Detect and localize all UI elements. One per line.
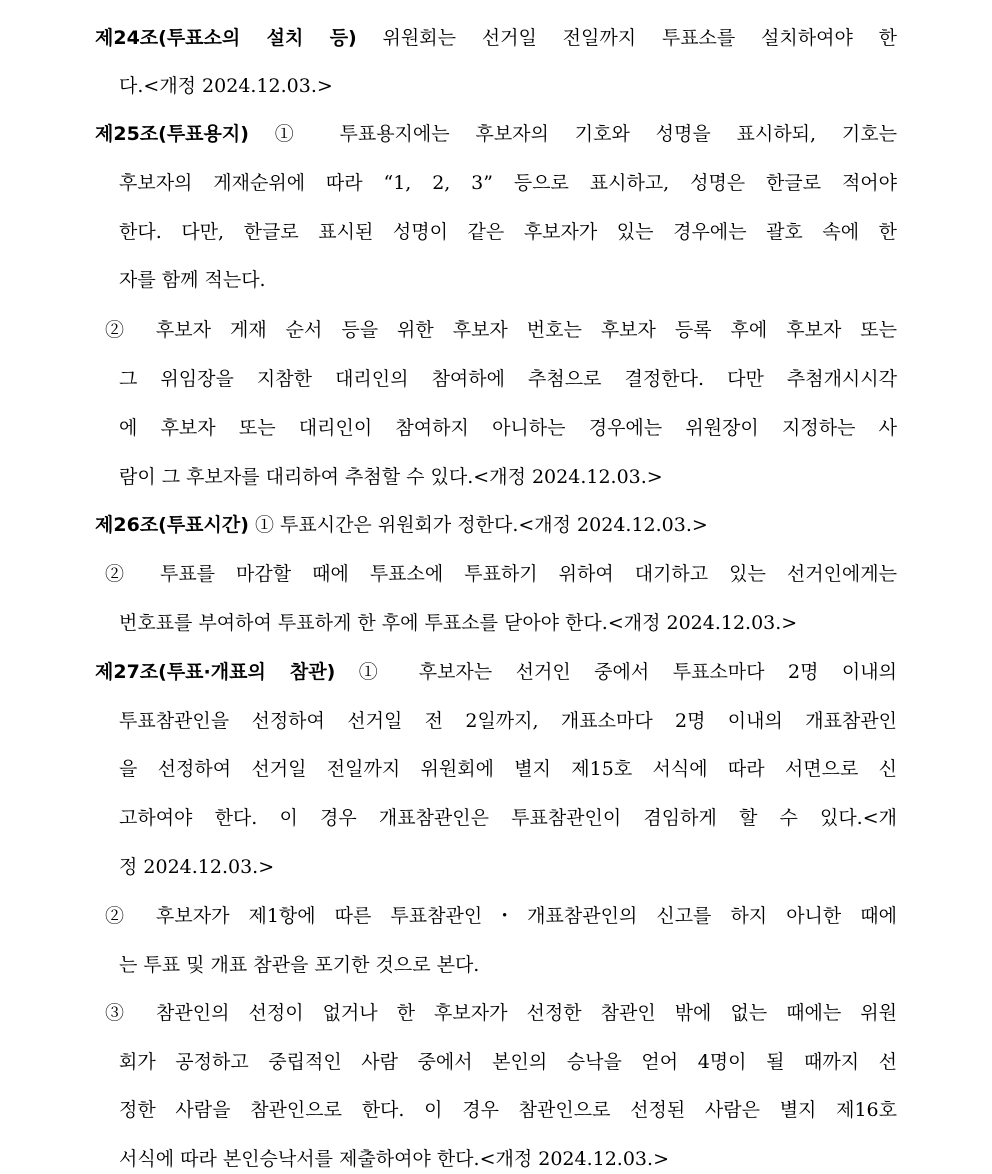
article-26-heading: 제26조(투표시간) (95, 514, 249, 536)
article-27-line: 고하여야 한다. 이 경우 개표참관인은 투표참관인이 겸임하게 할 수 있다.<개 (119, 807, 897, 829)
article-27-paragraph-2: ② 후보자가 제1항에 따른 투표참관인・개표참관인의 신고를 하지 아니한 때에 (105, 905, 897, 927)
article-27-line: 서식에 따라 본인승낙서를 제출하여야 한다.<개정 2024.12.03.> (119, 1148, 669, 1170)
article-27-line: 는 투표 및 개표 참관을 포기한 것으로 본다. (119, 954, 480, 976)
article-25-heading: 제25조(투표용지) (95, 123, 249, 145)
article-24-heading: 제24조(투표소의 설치 등) (95, 27, 357, 49)
article-24-first-line (95, 26, 897, 50)
article-27-text: ① 후보자는 선거인 중에서 투표소마다 2명 이내의 (335, 661, 897, 683)
article-27-heading: 제27조(투표·개표의 참관) (95, 661, 336, 683)
article-27-first-line (95, 660, 897, 684)
article-26-line: 번호표를 부여하여 투표하게 한 후에 투표소를 닫아야 한다.<개정 2024.12.03.> (119, 612, 798, 634)
article-24-text: 위원회는 선거일 전일까지 투표소를 설치하여야 한 (356, 27, 897, 49)
article-25-paragraph-2: ② 후보자 게재 순서 등을 위한 후보자 번호는 후보자 등록 후에 후보자 또는 (105, 319, 897, 341)
article-25-line: 그 위임장을 지참한 대리인의 참여하에 추첨으로 결정한다. 다만 추첨개시시각 (119, 368, 897, 390)
article-25-line: 에 후보자 또는 대리인이 참여하지 아니하는 경우에는 위원장이 지정하는 사 (119, 417, 897, 439)
article-27-line: 회가 공정하고 중립적인 사람 중에서 본인의 승낙을 얻어 4명이 될 때까지 선 (119, 1051, 897, 1073)
article-27-line: 투표참관인을 선정하여 선거일 전 2일까지, 개표소마다 2명 이내의 개표참관인 (119, 710, 897, 732)
article-25-line: 람이 그 후보자를 대리하여 추첨할 수 있다.<개정 2024.12.03.> (119, 466, 663, 488)
article-25-line: 한다. 다만, 한글로 표시된 성명이 같은 후보자가 있는 경우에는 괄호 속에 한 (119, 221, 897, 243)
article-27-line: 정 2024.12.03.> (119, 856, 275, 878)
article-27-line: 을 선정하여 선거일 전일까지 위원회에 별지 제15호 서식에 따라 서면으로 신 (119, 758, 897, 780)
article-25-line: 자를 함께 적는다. (119, 269, 266, 291)
article-26-text: ① 투표시간은 위원회가 정한다.<개정 2024.12.03.> (248, 514, 708, 536)
article-26-first-line (95, 513, 897, 537)
article-25-text: ① 투표용지에는 후보자의 기호와 성명을 표시하되, 기호는 (248, 123, 897, 145)
article-26-paragraph-2: ② 투표를 마감할 때에 투표소에 투표하기 위하여 대기하고 있는 선거인에게는 (105, 563, 897, 585)
article-25-first-line (95, 122, 897, 146)
article-27-paragraph-3: ③ 참관인의 선정이 없거나 한 후보자가 선정한 참관인 밖에 없는 때에는 위원 (105, 1002, 897, 1024)
article-24-line: 다.<개정 2024.12.03.> (119, 75, 333, 97)
article-25-line: 후보자의 게재순위에 따라 “1, 2, 3” 등으로 표시하고, 성명은 한글로 적어야 (119, 172, 897, 194)
article-27-line: 정한 사람을 참관인으로 한다. 이 경우 참관인으로 선정된 사람은 별지 제16호 (119, 1099, 897, 1121)
